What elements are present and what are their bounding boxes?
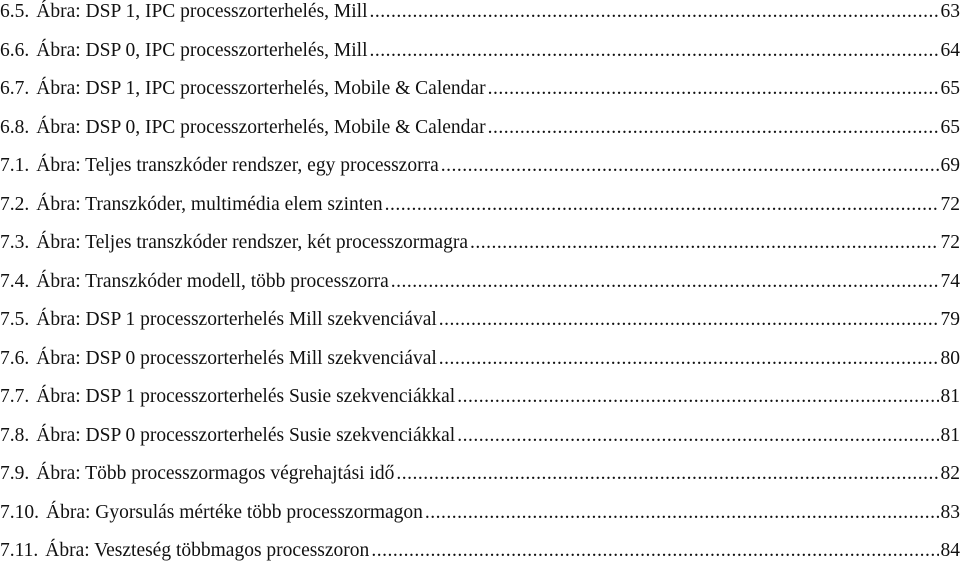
- toc-entry[interactable]: [0, 116, 960, 155]
- entry-title: Ábra: Gyorsulás mértéke több processzormagon: [46, 501, 423, 523]
- entry-page: 82: [940, 463, 960, 484]
- toc-entry[interactable]: [0, 231, 960, 270]
- toc-entry[interactable]: [0, 308, 960, 347]
- toc-entry[interactable]: [0, 270, 960, 309]
- entry-title: Ábra: Teljes transzkóder rendszer, egy processzorra: [36, 155, 439, 176]
- entry-number: 6.8.: [0, 116, 30, 138]
- entry-title: Ábra: Teljes transzkóder rendszer, két processzormagra: [36, 232, 468, 253]
- entry-title: Ábra: DSP 1, IPC processzorterhelés, Mobile & Calendar: [36, 78, 486, 99]
- dot-leader: [457, 426, 938, 446]
- dot-leader: [425, 503, 939, 523]
- entry-number: 7.3.: [0, 232, 30, 253]
- entry-number: 7.10.: [0, 501, 39, 523]
- entry-page: 65: [940, 78, 960, 99]
- dot-leader: [441, 156, 939, 176]
- entry-number: 7.9.: [0, 463, 30, 484]
- entry-page: 79: [940, 309, 960, 330]
- entry-number: 6.5.: [0, 1, 30, 22]
- entry-title: Ábra: Több processzormagos végrehajtási idő: [36, 463, 395, 484]
- toc-entry[interactable]: [0, 539, 960, 578]
- entry-number: 6.7.: [0, 78, 30, 99]
- dot-leader: [470, 233, 939, 253]
- entry-page: 64: [940, 39, 960, 61]
- entry-title: Ábra: DSP 1 processzorterhelés Mill szekvenciával: [36, 309, 437, 330]
- entry-title: Ábra: DSP 1, IPC processzorterhelés, Mill: [36, 1, 368, 22]
- entry-number: 7.2.: [0, 193, 30, 215]
- entry-page: 81: [940, 386, 960, 407]
- dot-leader: [370, 41, 939, 61]
- entry-page: 69: [940, 155, 960, 176]
- dot-leader: [457, 387, 938, 407]
- dot-leader: [439, 310, 939, 330]
- dot-leader: [396, 464, 938, 484]
- toc-entry[interactable]: [0, 154, 960, 193]
- dot-leader: [488, 79, 939, 99]
- entry-number: 7.5.: [0, 309, 30, 330]
- toc-entry[interactable]: [0, 193, 960, 232]
- entry-title: Ábra: DSP 0 processzorterhelés Susie szekvenciákkal: [36, 424, 456, 446]
- toc-entry[interactable]: [0, 0, 960, 39]
- toc-entry[interactable]: [0, 77, 960, 116]
- entry-title: Ábra: Veszteség többmagos processzoron: [45, 540, 370, 561]
- entry-page: 63: [940, 1, 960, 22]
- entry-number: 7.6.: [0, 347, 30, 369]
- entry-page: 74: [940, 270, 960, 292]
- entry-title: Ábra: DSP 1 processzorterhelés Susie szekvenciákkal: [36, 386, 456, 407]
- entry-page: 81: [940, 424, 960, 446]
- entry-number: 7.7.: [0, 386, 30, 407]
- entry-number: 6.6.: [0, 39, 30, 61]
- entry-page: 84: [940, 540, 960, 561]
- entry-title: Ábra: Transzkóder, multimédia elem szinten: [36, 193, 383, 215]
- entry-page: 80: [940, 347, 960, 369]
- dot-leader: [439, 349, 939, 369]
- entry-title: Ábra: DSP 0, IPC processzorterhelés, Mill: [36, 39, 368, 61]
- toc-entry[interactable]: [0, 424, 960, 463]
- entry-title: Ábra: DSP 0, IPC processzorterhelés, Mobile & Calendar: [36, 116, 486, 138]
- entry-title: Ábra: Transzkóder modell, több processzorra: [36, 270, 389, 292]
- toc-entry[interactable]: [0, 347, 960, 386]
- dot-leader: [391, 272, 939, 292]
- entry-title: Ábra: DSP 0 processzorterhelés Mill szekvenciával: [36, 347, 437, 369]
- toc-entry[interactable]: [0, 385, 960, 424]
- dot-leader: [385, 195, 939, 215]
- entry-number: 7.4.: [0, 270, 30, 292]
- entry-number: 7.11.: [0, 540, 39, 561]
- toc-entry[interactable]: [0, 39, 960, 78]
- dot-leader: [488, 118, 939, 138]
- dot-leader: [370, 2, 939, 22]
- toc-entry[interactable]: [0, 462, 960, 501]
- toc-entry[interactable]: [0, 501, 960, 540]
- entry-page: 83: [940, 501, 960, 523]
- dot-leader: [371, 541, 938, 561]
- entry-page: 72: [940, 193, 960, 215]
- entry-number: 7.8.: [0, 424, 30, 446]
- entry-page: 65: [940, 116, 960, 138]
- entry-number: 7.1.: [0, 155, 30, 176]
- entry-page: 72: [940, 232, 960, 253]
